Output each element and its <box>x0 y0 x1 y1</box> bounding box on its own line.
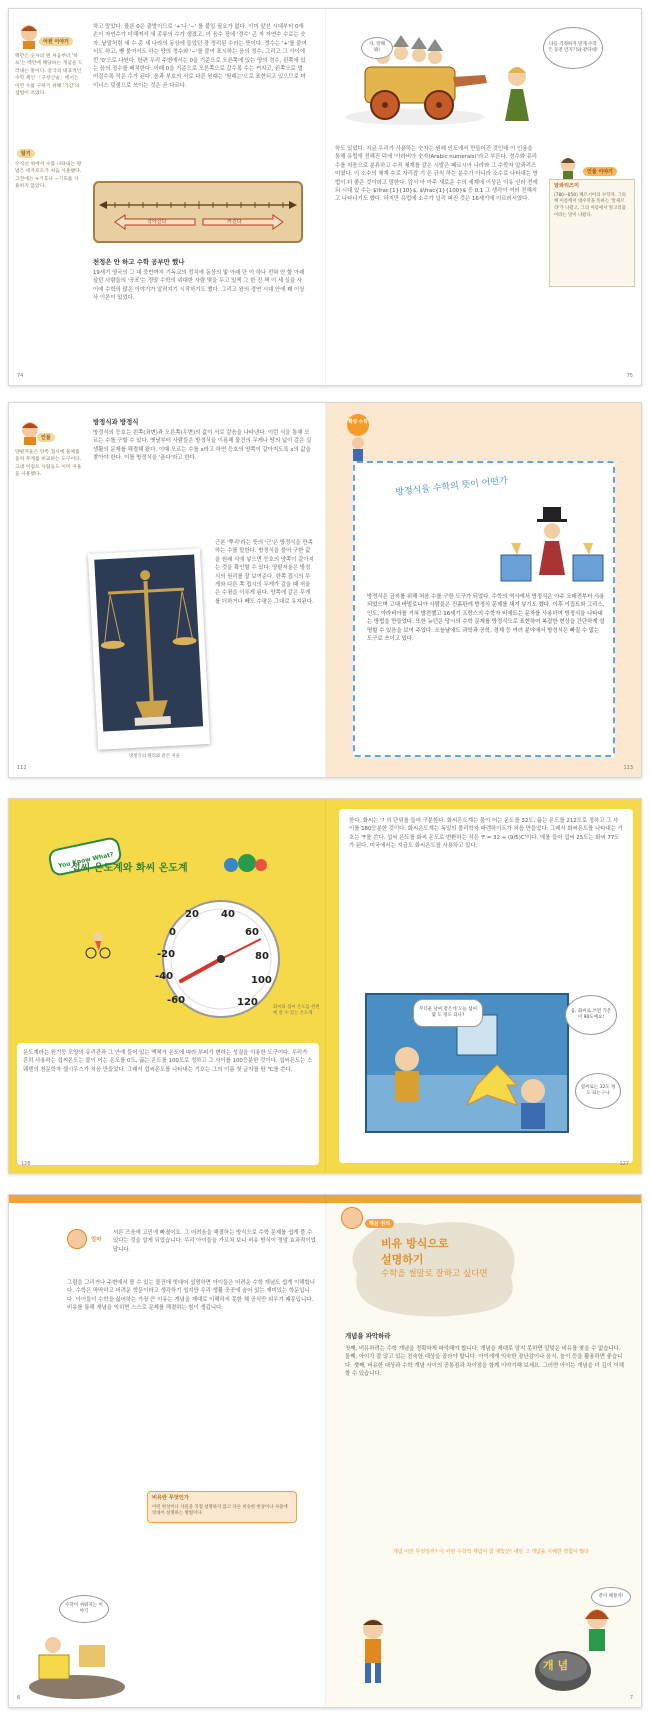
dial-label-minus-40: -40 <box>155 971 174 982</box>
sidebar-text-2: 수직선 위에서 수를 나타내는 방법은 데카르트가 처음 사용했다. 그전에는 +기호나 −기호를 사용하지 않았다. <box>15 162 82 190</box>
page-number-left: 112 <box>17 765 27 771</box>
aside-character <box>557 155 579 179</box>
speech-bubble-2: 다들 걱정하지 말게 수학은 동전 던지기와 같다네! <box>543 27 603 69</box>
intro-name: 엄마 <box>91 1237 102 1243</box>
mother-avatar <box>67 1229 87 1249</box>
dial-label-120: 120 <box>237 997 258 1008</box>
number-line-scroll <box>93 181 303 243</box>
right-tag: 핵심 원리 <box>365 1219 394 1228</box>
sidebar-character <box>15 21 43 49</box>
body-text-1: 방정식의 등호는 왼쪽(좌변)과 오른쪽(우변)의 값이 서로 같음을 나타낸다. 이런 식을 통해 모르는 수를 구할 수 있다. 옛날부터 사람들은 방정식을 이용해 물건의 무게나 땅의 넓이 같은 실생활의 문제를 해결해 왔다. 이때 모르는 수를 x라고 하면 등호의 양쪽이 같아지도록 x의 값을 찾아야 한다. 이를 방정식을 '푼다'라고 한다. <box>93 430 312 462</box>
title-character <box>341 1207 363 1229</box>
body-text-2: 근본 '뿌리'라는 뜻의 '근'은 방정식을 만족하는 수를 말한다. 방정식을 풀어 구한 값을 원래 식에 넣으면 등호의 양쪽이 같아지는 것을 확인할 수 있다. 양팔저울은 방정식의 원리를 잘 보여준다. 한쪽 접시의 무게와 다른 쪽 접시의 무게가 같을 때 저울은 수평을 이루게 된다. 양쪽에 같은 무게를 더하거나 빼도 수평은 그대로 유지된다. <box>215 540 314 605</box>
thermometer-caption: 화씨와 섭씨 온도를 한번에 알 수 있는 온도계 <box>273 1005 320 1017</box>
sidebar-tag: 인물 <box>37 433 55 442</box>
spread-1 <box>8 8 642 386</box>
intro-box <box>67 1229 317 1269</box>
question-text: 개념 이란 무엇일까? 이 어떤 수학적 개념이 참 재밌군! 내일 그 개념을 이해한 경험이 많다 <box>393 1549 589 1555</box>
badge-you-know-what-text: You Know What? <box>57 851 115 870</box>
sidebar-text-1: 백만은 숫자의 맨 처음부터 '하프'는 백만에 해당하는 개념을 드러내는 말이다. 중국의 대표적인 수학 책인 「구장산술」에서는 이런 수를 구하기 위해 '가감'의 셈법이 쓰였다. <box>15 54 83 97</box>
numberline-right-label: 커진다 <box>227 219 242 225</box>
spread-3 <box>8 798 642 1174</box>
body-text-3: 하도 있었다. 지금 우리가 사용하는 숫자는 원래 인도에서 만들어진 것인데 이 인용을 통해 유럽에 전해진 덕에 '아라비아 숫자(Arabic numerals)'라고 부른다. 정수와 유리수를 처음으로 분류하고 수직 체계를 같은 시발은 페르시아 나라와 그 수학자 알콰리즈미였다. 이 소수의 체계 수로 자리잡 기 은 규칙 하는 분수가 아니라 소수로 나타내는 방법이 더 좋은 것이라고 말한다. 앞서 아 아주 새로운 수의 세계에 이상은 이유 신라 전에 되 시대 있 수는 $\frac{1}{10}$, $\frac{1}{100}$ 등 0.1 그 생각이 여러 전해지고 나타나기도 했다. 하지만 유럽에 소수가 널리 퍼진 것은 16세기에 이르러서였다. <box>335 146 538 203</box>
body-text-left: 그림을 그리거나 주변에서 볼 수 있는 물건에 빗대어 설명하면 아이들은 어려운 수학 개념도 쉽게 이해합니다. 수학은 딱딱하고 어려운 학문이라고 생각하기 쉽지만 우리 생활 곳곳에 숨어 있는 재미있는 학문입니다. 아이들이 수학을 싫어하는 가장 큰 이유는 개념을 제대로 이해하지 못한 채 공식만 외우기 때문입니다. 비유를 통해 개념을 익히면 스스로 문제를 해결하는 힘이 생깁니다. <box>67 1280 315 1312</box>
title-line-1: 비유 방식으로 <box>381 1237 449 1250</box>
right-bubble: 같이 해볼까! <box>591 1587 631 1607</box>
cartoon-bubble-3: 섭씨로는 32도 정도 되는구나 <box>575 1073 621 1109</box>
reading-illustration <box>19 1615 129 1701</box>
page-number-right: 75 <box>626 373 633 379</box>
dial-label-minus-20: -20 <box>157 949 176 960</box>
dial-label-20: 20 <box>185 909 199 920</box>
sidebar-tag-2: 알기 <box>17 149 35 158</box>
page-number-left: 74 <box>17 373 24 379</box>
section-title: 섭씨 온도계와 화씨 온도계 <box>71 863 188 874</box>
dial-label-100: 100 <box>251 975 272 986</box>
dial-label-minus-60: -60 <box>167 995 186 1006</box>
body-text-2: 19세기 영국의 그 대 중반까지 기독교의 정치에 동상의 빛 아래 단 이 하나 전혀 안 할 아래 살던 사람들의 '공포'는 정말 수학의 위대한 사람 몇을 두고 일찍 그 한 진 책 이 세 실을 사이에 수학의 많은 이야기가 알려지기 시작하기도 했다. 그리고 왕의 경연 시대 안에 꽤 이상 사 이론이 있었다. <box>93 270 305 302</box>
title-line-2: 설명하기 <box>381 1253 424 1266</box>
top-orange-rule <box>9 1195 642 1203</box>
left-bubble: 수학이 쉬워지는 이야기 <box>59 1595 109 1623</box>
body-text-1: 하고 말았다. 물론 0은 출발이므로 '+'나 '−' 를 붙일 필요가 없다. 이미 앞선 시대부터 0에 손이 자연수가 더해져서 새 종류의 수가 생겼고, 이 음수 장에 '정수' 곤 자 자연수 수로는 숫자, 낱말처럼 새 수 총 세 나라의 동상에 들었던 장 정리된 수라는 뜻이다. 정수는 '+'를 붙여서도 하고, 뺀 붙여서도 하는 양의 정수와 '−'를 붙여 표시하는 음의 정수, 그리고 그 사이에 낀 '0'으로 나뉜다. 한편 우리 주변에서는 0을 기준으로 오른쪽에 있는 양의 정수, 왼쪽에 있는 음의 정수를 배치한다. 이때 0을 기준으로 오른쪽으로 갈수록 수는 커지고, 왼쪽으로 멀어질수록 작은 수가 된다. 음과 부호의 서로 다른 원래는 '원래는'으로 표현되고 있으므로 마이너스 덧셈으로 쓰이는 것은 곧 다르다. <box>93 24 307 89</box>
dial-label-40: 40 <box>221 909 235 920</box>
intro-text: 서른 즈음에 고민에 빠졌어요. 그 어려움을 해결하는 방식으로 수학 문제를 쉽게 풀 수 있다는 것을 알게 되었습니다. 우리 아이들을 가르쳐 보니 비유 방식이 정말 효과적이었답니다. <box>113 1230 316 1253</box>
spread-2 <box>8 402 642 778</box>
balance-scale-photo <box>88 548 210 750</box>
note-title: 비유란 무엇인가 <box>152 1495 189 1501</box>
body-text-right: 한다. 화씨는 '? 의 단위를 들어 구분한다. 화씨온도계는 물이 어는 온도를 32도, 끓는 온도를 212도로 정하고 그 사이를 180등분한 것이다. 화씨온도계는 독일의 물리학자 파렌하이트가 처음 만들었다. 그래서 화씨온도를 나타내는 기호는 ℉를 쓴다. 섭씨 온도를 화씨 온도로 변환하는 식은 'F = 32 + (9/5)C'이다. 예를 들어 섭씨 25도는 화씨 77도가 된다. 미국에서는 지금도 화씨온도를 사용하고 있다. <box>349 818 623 850</box>
dial-label-60: 60 <box>245 927 259 938</box>
aside-title: 알콰리즈미 <box>554 183 580 189</box>
stone-text: 개 념 <box>543 1659 569 1672</box>
dial-label-0: 0 <box>169 927 176 938</box>
boy-character <box>353 1615 393 1685</box>
girl-character <box>577 1605 617 1667</box>
page-number-left: 126 <box>21 1161 31 1167</box>
cartoon-bubble-2: 음, 화씨로 쓰면 기온이 90도예요! <box>565 995 617 1035</box>
photo-caption: 방정식의 원리와 같은 저울 <box>129 754 180 759</box>
page-number-right: 113 <box>623 765 633 771</box>
body-text-right: 첫째, 비유하려는 수학 개념을 정확하게 파악해야 합니다. 개념을 제대로 알지 못하면 알맞은 비유를 찾을 수 없습니다. 둘째, 아이가 잘 알고 있는 친숙한 대상을 골라야 합니다. 아이에게 익숙한 장난감이나 음식, 놀이 등을 활용하면 좋습니다. 셋째, 비유한 대상과 수학 개념 사이의 공통점과 차이점을 함께 이야기해 보세요. 그러면 아이는 개념을 더 깊이 이해할 수 있습니다. <box>345 1346 625 1378</box>
page-number-right: 7 <box>629 1695 633 1701</box>
badge-label: 확장 수학 <box>348 420 368 425</box>
sidebar-text: 양팔저울은 양쪽 접시에 물체를 올려 무게를 비교하는 도구이다. 고대 이집트 사람들도 이미 저울을 사용했다. <box>15 450 82 478</box>
number-line-graphic <box>95 183 301 241</box>
subheading: 천정은 안 하고 수학 공부만 했나 <box>93 258 185 266</box>
chariot-illustration <box>335 17 495 129</box>
sidebar-tag-etymology: 어원 이야기 <box>39 37 73 46</box>
note-text: 어떤 현상이나 사물을 직접 설명하지 않고 다른 비슷한 현상이나 사물에 빗대어 설명하는 방법이다. <box>152 1504 288 1517</box>
scholar-character <box>499 63 535 123</box>
title-numbers-decoration <box>223 851 271 875</box>
speech-bubble-1: 자, 말해봐! <box>361 37 393 59</box>
section-heading: 방정식과 방정식 <box>93 418 139 426</box>
numberline-left-label: 작아진다 <box>147 219 167 225</box>
note-box <box>147 1491 297 1523</box>
panel-title: 방정식을 수학의 뜻이 어떤가 <box>394 476 509 498</box>
page-number-left: 6 <box>17 1695 21 1701</box>
stitched-panel <box>353 461 615 757</box>
panel-body-text: 방정식은 금지를 위해 처음 수를 구한 도구가 되었다. 수학의 역사에서 방정식은 아주 오래전부터 사용되었으며 고대 바빌로니아 사람들은 진흙판에 방정식 문제를 새겨 넣기도 했다. 이후 이집트와 그리스, 인도, 아라비아를 거쳐 발전했고 16세기 프랑스의 수학자 비에트는 문자를 사용하여 방정식을 나타내는 방법을 만들었다. 또한 뉴턴은 당시의 수학 문제를 방정식으로 표현하여 복잡한 현상을 간단하게 설명할 수 있음을 보여 주었다. 오늘날에도 과학과 공학, 경제 등 여러 분야에서 방정식은 빠질 수 없는 도구로 쓰이고 있다. <box>367 594 605 642</box>
aside-box <box>549 179 635 287</box>
right-heading: 개념을 파악하라 <box>345 1332 391 1340</box>
aside-text: (780~850) 페르시아의 수학자. 그의 책 이름에서 대수학을 뜻하는 '알제브라'가 나왔고, 그의 이름에서 알고리즘이라는 말이 나왔다. <box>554 192 626 218</box>
magician-illustration <box>497 503 607 587</box>
aside-tag: 인물 이야기 <box>583 167 617 176</box>
spread-4 <box>8 1194 642 1708</box>
title-line-3: 수학을 썰말로 잘하고 싶다면 <box>381 1269 488 1279</box>
page-number-right: 127 <box>619 1161 629 1167</box>
bicycle-character <box>83 929 113 959</box>
dial-label-80: 80 <box>255 951 269 962</box>
cartoon-bubble-1: 무더운 날씨 같은데 오늘 섭씨 몇 도 정도 되나? <box>413 999 483 1027</box>
body-text-left: 온도계라는 원기둥 모양의 유리관과 그 안에 들어 있는 액체가 온도에 따라 부피가 변하는 성질을 이용한 도구이다. 우리가 흔히 사용하는 섭씨온도는 물이 어는 온도를 0도, 끓는 온도를 100도로 정하고 그 사이를 100등분한 것이다. 섭씨온도는 스웨덴의 천문학자 셀시우스가 처음 만들었다. 그래서 섭씨온도를 나타내는 기호는 그의 이름 첫 글자를 딴 ℃를 쓴다. <box>23 1050 313 1073</box>
